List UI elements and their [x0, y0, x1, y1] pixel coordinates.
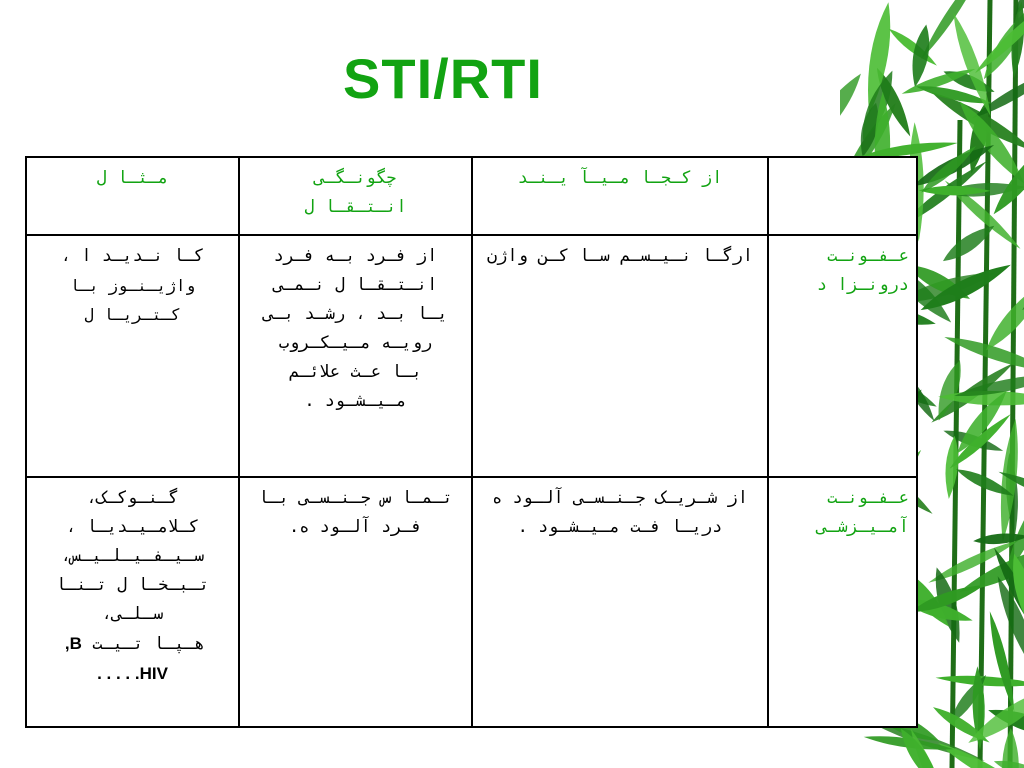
cell-example: گـنـوکـک، کـلامـیـدیـا ، سـیـفـیـلـیـس، تـبـخـا ل تـنـا سـلـی، هـپـا تـیـت B , . . . . .HIV [26, 477, 239, 727]
header-source: از کـجـا مـیـآ یـنـد [472, 157, 768, 235]
cell-transmission: تـمـا س جـنـسـی بـا فـرد آلـود ه. [239, 477, 472, 727]
table-header-row [26, 157, 917, 235]
header-transmission: چگونـگـی انـتـقـا ل [239, 157, 472, 235]
cell-example: کـا نـدیـد ا ، واژیـنـوز بـا کـتـریـا ل [26, 235, 239, 477]
header-example: مـثـا ل [26, 157, 239, 235]
cell-transmission: از فـرد بـه فـرد انـتـقـا ل نـمـی یـا بـد ، رشـد بـی رویـه مـیـکـروب بـا عـث علائـم مـیـشـود . [239, 235, 472, 477]
sti-rti-table [25, 156, 918, 728]
table-row [26, 235, 917, 477]
cell-source: از شـریـک جـنـسـی آلـود ه دریـا فـت مـیـشـود . [472, 477, 768, 727]
table-row [26, 477, 917, 727]
cell-type-endogenous: عـفـونـت درونـزا د [768, 235, 917, 477]
hiv-line: . . . . .HIV [97, 664, 168, 683]
cell-type-sexual: عـفـونـت آمـیـزشـی [768, 477, 917, 727]
hepatitis-line: هـپـا تـیـت B , [60, 634, 205, 654]
cell-source: ارگـا نـیـسـم سـا کـن واژن [472, 235, 768, 477]
header-type [768, 157, 917, 235]
page-title: STI/RTI [343, 47, 543, 110]
